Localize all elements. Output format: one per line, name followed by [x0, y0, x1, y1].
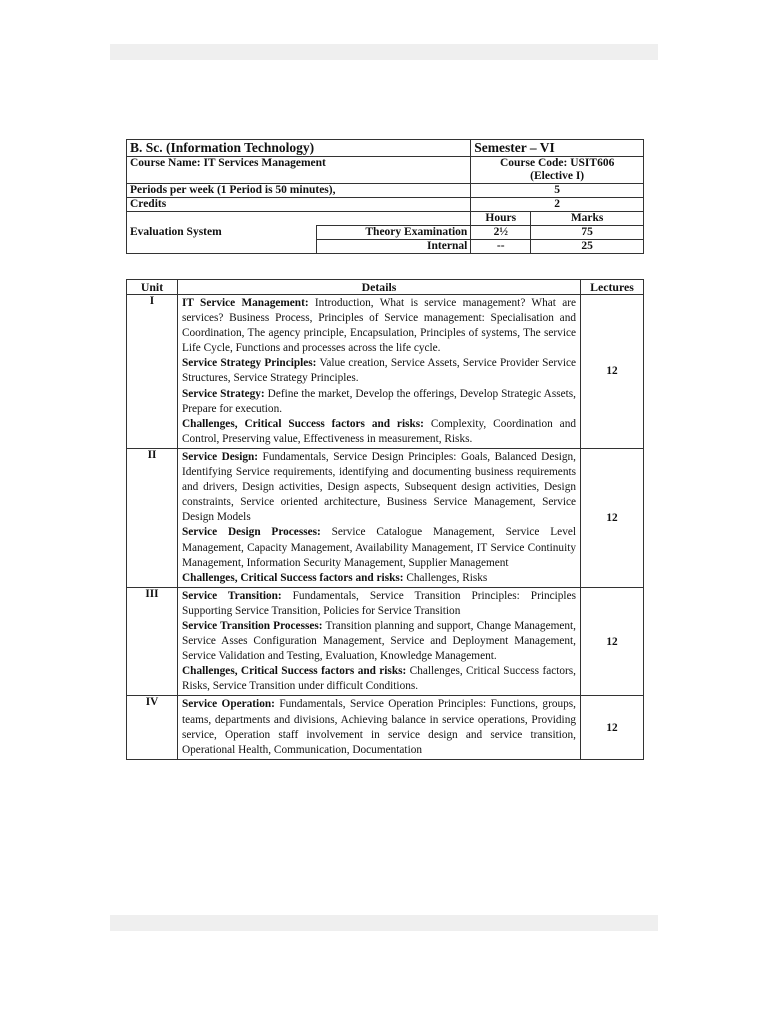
topic-heading: Challenges, Critical Success factors and risks:	[182, 417, 424, 430]
unit-details	[178, 295, 581, 449]
detail-paragraph	[182, 296, 576, 356]
topic-heading: Service Transition Processes:	[182, 619, 323, 632]
topic-text: Fundamentals, Service Transition Principles: Principles Supporting Service Transition, Policies for Service Transition	[182, 589, 576, 617]
course-name: Course Name: IT Services Management	[127, 157, 471, 184]
topic-text: Define the market, Develop the offerings, Develop Strategic Assets, Prepare for execution.	[182, 387, 576, 415]
topic-text: Challenges, Risks	[403, 571, 488, 584]
topic-text: Introduction, What is service management? What are services? Business Process, Principles of Service management: Specialisation and Coordination, The agency principle, Encapsulation, Principles of systems, The service Life Cycle, Functions and processes across the life cycle.	[182, 297, 576, 355]
theory-exam-label: Theory Examination	[316, 226, 471, 240]
details-header: Details	[178, 280, 581, 295]
topic-text: Challenges, Critical Success factors, Risks, Service Transition under difficult Conditions.	[182, 665, 576, 693]
lectures-header: Lectures	[581, 280, 644, 295]
bottom-toolbar-strip	[110, 915, 658, 931]
course-code: Course Code: USIT606	[499, 157, 615, 169]
topic-heading: Service Transition:	[182, 589, 282, 602]
unit-number: IV	[127, 696, 178, 759]
course-header-table	[126, 139, 644, 254]
course-code-cell	[471, 157, 644, 184]
elective-label: (Elective I)	[530, 170, 585, 182]
topic-text: Transition planning and support, Change Management, Service Asses Configuration Management, Service and Deployment Management, Service Validation and Testing, Evaluation, Knowledge Management.	[182, 619, 576, 663]
theory-marks: 75	[531, 226, 644, 240]
detail-paragraph	[182, 450, 576, 525]
topic-heading: IT Service Management:	[182, 297, 309, 309]
top-toolbar-strip	[110, 44, 658, 60]
lecture-count: 12	[581, 696, 644, 759]
syllabus-row	[127, 448, 644, 587]
topic-heading: Service Operation:	[182, 698, 275, 711]
topic-text: Fundamentals, Service Operation Principles: Functions, groups, teams, departments and divisions, Achieving balance in service operations, Providing service, Operation staff involvement in service design and service transition, Operational Health, Communication, Documentation	[182, 698, 577, 756]
syllabus-row	[127, 587, 644, 696]
hours-header: Hours	[471, 212, 531, 226]
marks-header: Marks	[531, 212, 644, 226]
unit-number: II	[127, 448, 178, 587]
syllabus-row	[127, 696, 644, 759]
programme-name: B. Sc. (Information Technology)	[127, 140, 471, 157]
unit-details	[178, 448, 581, 587]
syllabus-row	[127, 295, 644, 449]
unit-number: III	[127, 587, 178, 696]
syllabus-body	[127, 295, 644, 760]
syllabus-table	[126, 279, 644, 760]
internal-hours: --	[471, 240, 531, 254]
detail-paragraph	[182, 525, 576, 570]
evaluation-system-label: Evaluation System	[127, 226, 317, 254]
detail-paragraph	[182, 619, 576, 664]
detail-paragraph	[182, 417, 576, 447]
lecture-count: 12	[581, 587, 644, 696]
unit-header: Unit	[127, 280, 178, 295]
detail-paragraph	[182, 387, 576, 417]
credits-label: Credits	[127, 198, 471, 212]
topic-heading: Challenges, Critical Success factors and risks:	[182, 571, 404, 584]
empty-cell	[127, 212, 471, 226]
internal-marks: 25	[531, 240, 644, 254]
detail-paragraph	[182, 664, 576, 694]
periods-label: Periods per week (1 Period is 50 minutes),	[127, 184, 471, 198]
topic-text: Complexity, Coordination and Control, Preserving value, Effectiveness in measurement, Risks.	[182, 417, 576, 445]
detail-paragraph	[182, 589, 576, 619]
detail-paragraph	[182, 697, 576, 757]
periods-value: 5	[471, 184, 644, 198]
internal-label: Internal	[316, 240, 471, 254]
lecture-count: 12	[581, 295, 644, 449]
unit-details	[178, 696, 581, 759]
semester: Semester – VI	[471, 140, 644, 157]
credits-value: 2	[471, 198, 644, 212]
detail-paragraph	[182, 356, 576, 386]
detail-paragraph	[182, 571, 576, 586]
lecture-count: 12	[581, 448, 644, 587]
topic-text: Fundamentals, Service Design Principles: Goals, Balanced Design, Identifying Service requirements, identifying and documenting business requirements and drivers, Design activities, Design aspects, Subsequent design activities, Design constraints, Service oriented architecture, Business Service Management, Service Design Models	[182, 450, 576, 524]
unit-details	[178, 587, 581, 696]
topic-heading: Service Strategy Principles:	[182, 357, 317, 370]
topic-heading: Service Design:	[182, 450, 259, 463]
theory-hours: 2½	[471, 226, 531, 240]
unit-number: I	[127, 295, 178, 449]
topic-text: Service Catalogue Management, Service Level Management, Capacity Management, Availability Management, IT Service Continuity Management, Information Security Management, Supplier Management	[182, 526, 576, 569]
topic-heading: Service Design Processes:	[182, 526, 321, 539]
topic-heading: Challenges, Critical Success factors and risks:	[182, 665, 407, 678]
topic-heading: Service Strategy:	[182, 387, 265, 400]
topic-text: Value creation, Service Assets, Service Provider Service Structures, Service Strategy Principles.	[182, 357, 577, 385]
